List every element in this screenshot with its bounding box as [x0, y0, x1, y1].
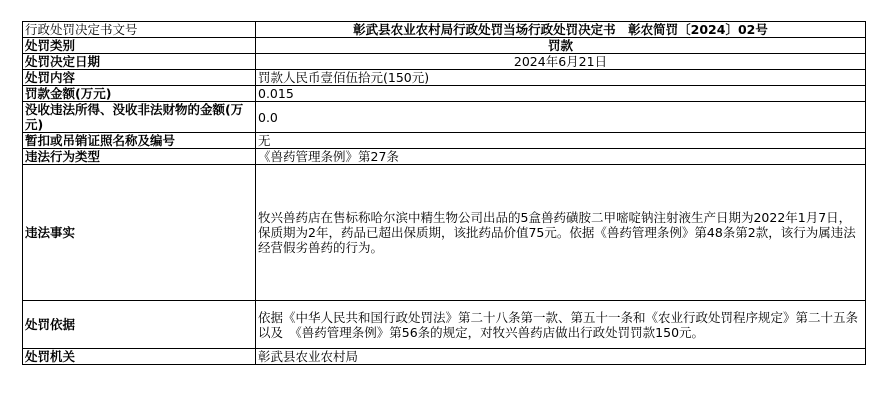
content-label: 处罚内容	[23, 70, 256, 86]
authority-label: 处罚机关	[23, 349, 256, 365]
confiscation-value: 0.0	[256, 102, 866, 133]
table-row-facts	[23, 165, 866, 301]
table-row-confiscation	[23, 102, 866, 133]
license-label: 暂扣或吊销证照名称及编号	[23, 133, 256, 149]
violation-type-value: 《兽药管理条例》第27条	[256, 149, 866, 165]
violation-type-label: 违法行为类型	[23, 149, 256, 165]
table-row-content	[23, 70, 866, 86]
basis-value: 依据《中华人民共和国行政处罚法》第二十八条第一款、第五十一条和《农业行政处罚程序规定》第二十五条以及 《兽药管理条例》第56条的规定，对牧兴兽药店做出行政处罚罚款150元。	[256, 301, 866, 349]
category-value: 罚款	[256, 38, 866, 54]
table-row-license	[23, 133, 866, 149]
category-label: 处罚类别	[23, 38, 256, 54]
table-row-category	[23, 38, 866, 54]
table-row-decision-date	[23, 54, 866, 70]
table-row-authority	[23, 349, 866, 365]
license-value: 无	[256, 133, 866, 149]
basis-label: 处罚依据	[23, 301, 256, 349]
table-row-basis	[23, 301, 866, 349]
decision-number-label: 行政处罚决定书文号	[23, 22, 256, 38]
decision-number-value: 彰武县农业农村局行政处罚当场行政处罚决定书 彰农简罚〔2024〕02号	[256, 22, 866, 38]
content-value: 罚款人民币壹佰伍拾元(150元)	[256, 70, 866, 86]
authority-value: 彰武县农业农村局	[256, 349, 866, 365]
table-row-violation-type	[23, 149, 866, 165]
fine-amount-label: 罚款金额(万元)	[23, 86, 256, 102]
decision-date-label: 处罚决定日期	[23, 54, 256, 70]
decision-date-value: 2024年6月21日	[256, 54, 866, 70]
penalty-decision-table	[22, 21, 866, 365]
table-row-fine-amount	[23, 86, 866, 102]
facts-label: 违法事实	[23, 165, 256, 301]
table-row-decision-number	[23, 22, 866, 38]
confiscation-label: 没收违法所得、没收非法财物的金额(万元)	[23, 102, 256, 133]
facts-value: 牧兴兽药店在售标称哈尔滨中精生物公司出品的5盒兽药磺胺二甲嘧啶钠注射液生产日期为2022年1月7日，保质期为2年，药品已超出保质期，该批药品价值75元。依据《兽药管理条例》第48条第2款，该行为属违法经营假劣兽药的行为。	[256, 165, 866, 301]
fine-amount-value: 0.015	[256, 86, 866, 102]
